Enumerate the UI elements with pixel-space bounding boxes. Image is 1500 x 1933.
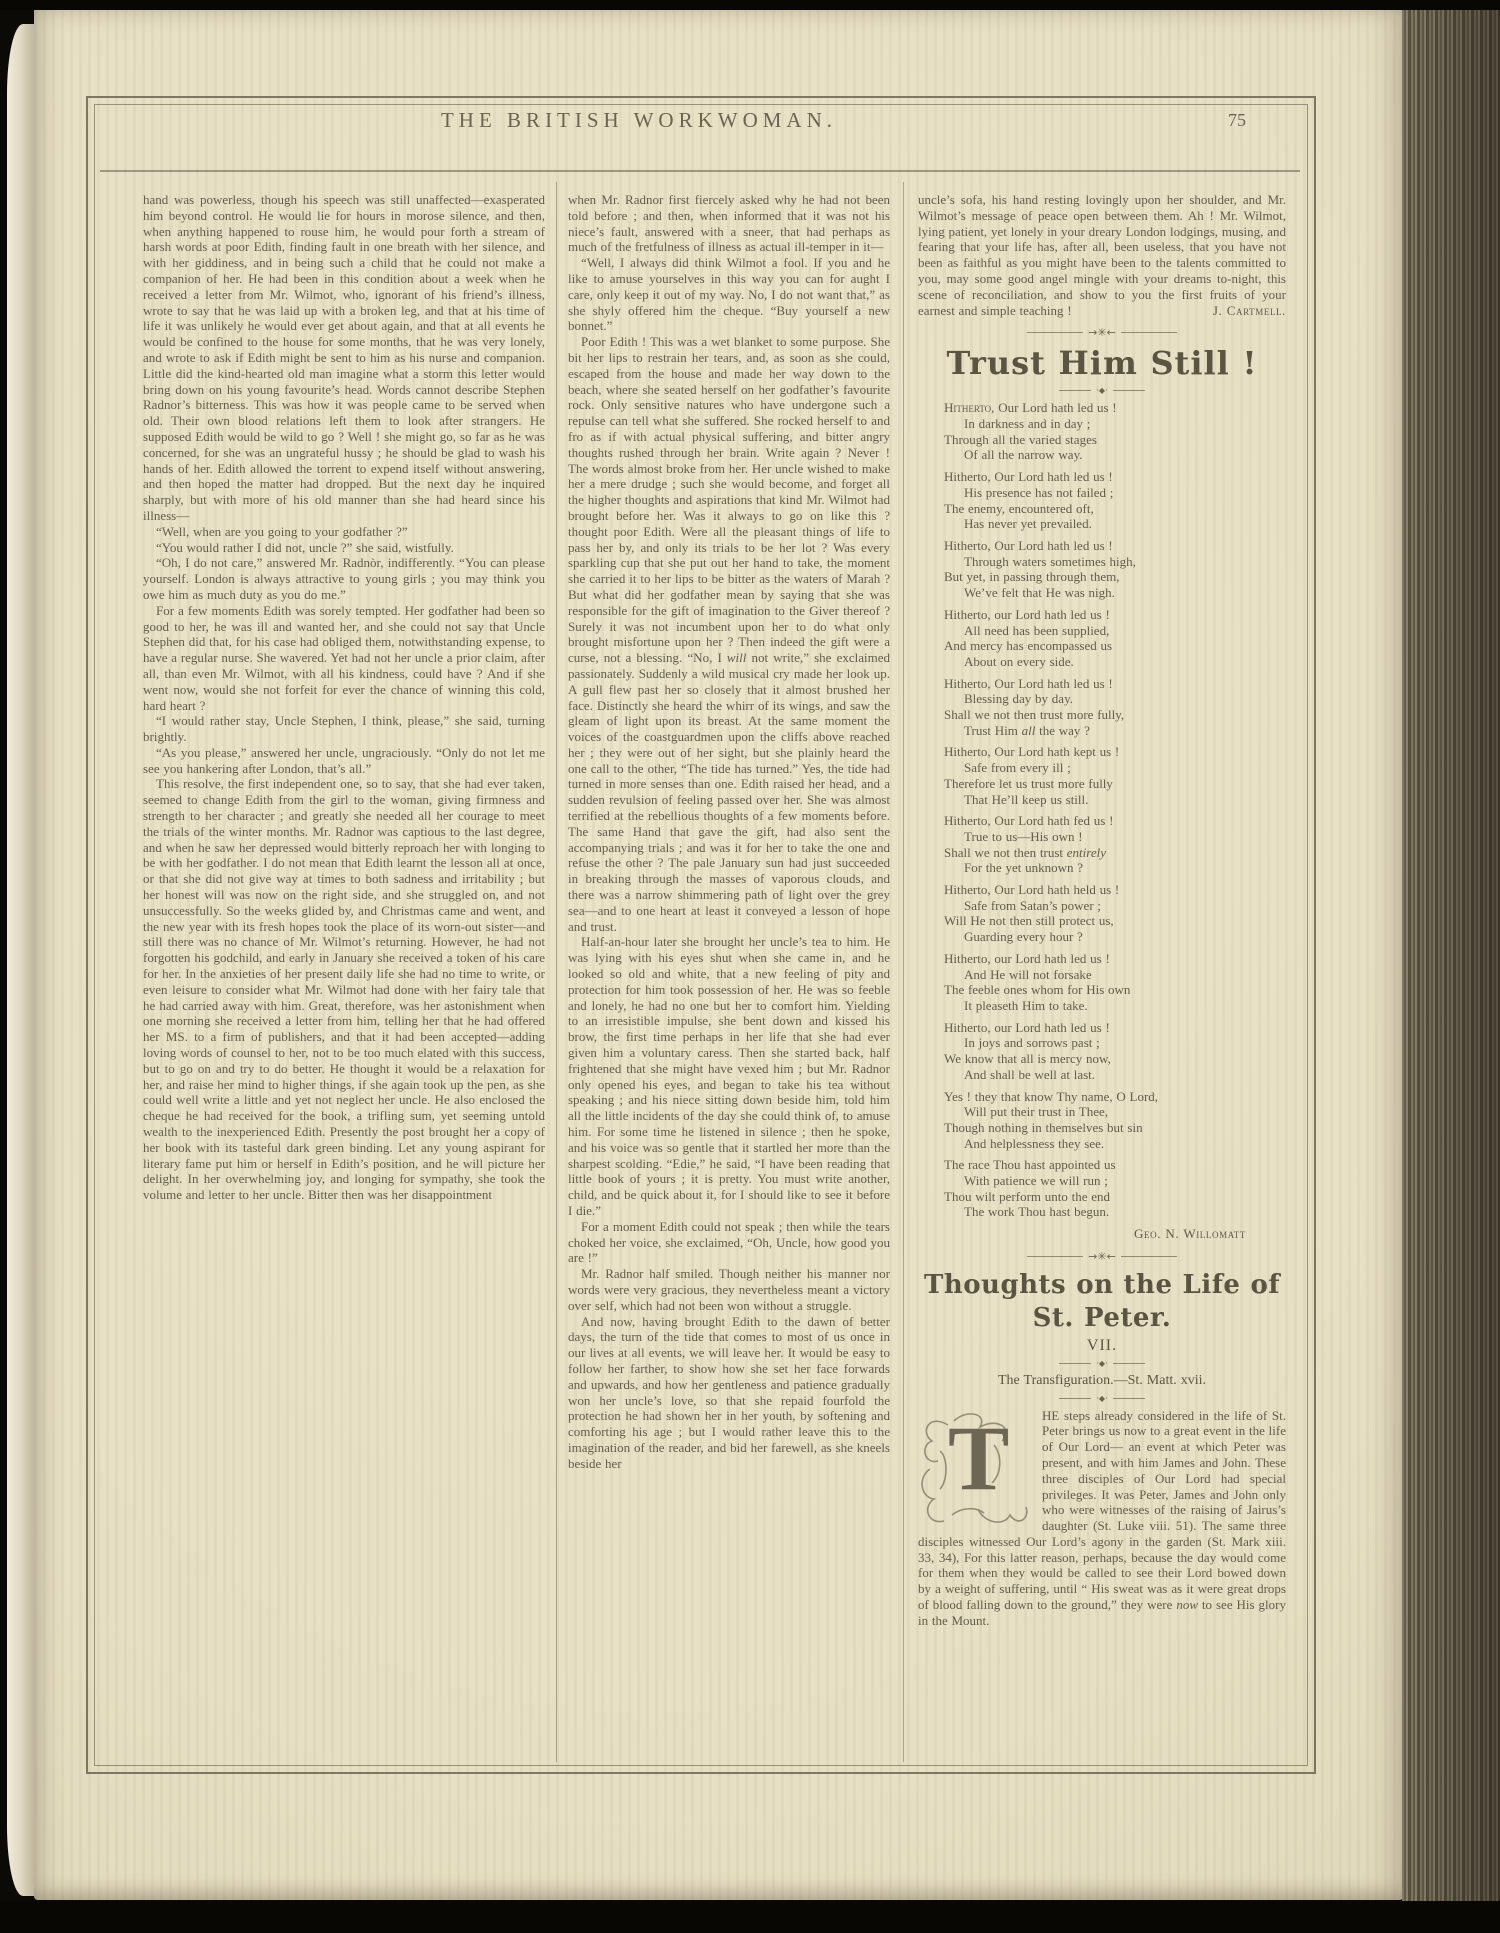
poem-line: And shall be well at last. [964,1066,1096,1082]
article-opening-paragraph [918,1408,1286,1629]
poem-line: But yet, in passing through them, [944,569,1120,585]
column-divider-right [903,182,904,1762]
story-column-middle [568,192,890,1472]
poem-stanza [944,607,1286,670]
poem-line: Has never yet prevailed. [964,516,1092,532]
poem-line: Hitherto, Our Lord hath led us ! [944,675,1113,691]
poem-line: And mercy has encompassed us [944,638,1113,654]
story-paragraph: hand was powerless, though his speech was still unaffected—exasperated him beyond control. He would lie for hours in morose silence, and then, when anything happened to rouse him, he would pour forth a stream of harsh words at poor Edith, finding fault in one breath with her silence, and with her giddiness, and in being such a child that he could not make a companion of her. He had been in this condition about a week when he received a letter from Mr. Wilmot, who, ignorant of his friend’s illness, wrote to say that he was laid up with a broken leg, and that at his time of life it was unlikely he would ever get about again, and that at all events he would be confined to the house for some months, that he was very lonely, and wrote to ask if Edith might be sent to him as his nurse and companion. Little did the kind-hearted old man imagine what a storm this letter would bring down on his young favourite’s head. Words cannot describe Stephen Radnor’s bitterness. This was how it was people came to be served when old. Their own blood relations left them to look after strangers. He supposed Edith would be wild to go ? Well ! she might go, so far as he was concerned, for she was an ungrateful hussy ; he should be glad to wash his hands of her. Edith allowed the torrent to expend itself without answering, and then hoped the matter had dropped. But the next day he inquired sharply, but with more of his old manner than she had heard since his illness— [143,192,545,523]
poem-stanza [944,744,1286,807]
poem-line: For the yet unknown ? [964,860,1083,876]
divider-line [1059,1398,1091,1399]
article-opening-text: HE steps already considered in the life of St. Peter brings us now to a great event in the life of Our Lord— an event at which Peter was present, and with him James and John. These three disciples of Our Lord had special privileges. It was Peter, James and John only who were witnesses of the raising of Jairus’s daughter (St. Luke viii. 51). The same three disciples witnessed Our Lord’s agony in the garden (St. Mark xiii. 33, 34), For this latter reason, perhaps, because the day would come for them when they would be called to see their Lord bowed down by a weight of suffering, until “ His sweat was as it were great drops of blood falling down to the ground,” they were now to see His glory in the Mount. [918,1407,1286,1628]
story-author-byline: J. Cartmell. [1212,302,1286,318]
right-column [918,192,1286,1629]
article-body [918,1408,1286,1629]
poem-line: We know that all is mercy now, [944,1051,1111,1067]
poem-line: We’ve felt that He was nigh. [964,585,1115,601]
poem-line: The race Thou hast appointed us [944,1157,1116,1173]
poem-stanza [944,1157,1286,1220]
poem-line: Hitherto, Our Lord hath led us ! [944,538,1113,553]
divider-line [1059,1363,1091,1364]
poem-line: Yes ! they that know Thy name, O Lord, [944,1088,1159,1104]
divider-line [1121,332,1177,333]
divider-diamond-icon: ·◆· [1096,1358,1108,1368]
poem-line: That He’ll keep us still. [964,791,1089,807]
story-paragraph: For a few moments Edith was sorely tempted. Her godfather had been so good to her, he was ill and wanted her, and she could not say that Uncle Stephen did that, for his case had obliged them, notwithstanding expense, to have a regular nurse. She wavered. Yet had not her uncle a prior claim, after all, than even Mr. Wilmot, with all his kindness, could have ? And if she went now, would she not forfeit for ever the chance of winning this cold, hard heart ? [143,602,545,713]
book-page-stack-right [1402,0,1500,1933]
poem-line: Trust Him all the way ? [964,722,1090,738]
poem-line: Thou wilt perform unto the end [944,1188,1111,1204]
poem-line: The enemy, encountered oft, [944,500,1094,516]
story-paragraph: “I would rather stay, Uncle Stephen, I think, please,” she said, turning brightly. [143,713,545,745]
story-paragraph: Poor Edith ! This was a wet blanket to some purpose. She bit her lips to restrain her tears, and, as soon as she could, escaped from the house and made her way down to the beach, where she seated herself on her godfather’s favourite rock. Only sensitive natures who have undergone such a repulse can tell what she suffered. She rocked herself to and fro as if with actual physical suffering, and bitter angry thoughts rushed through her brain. Write again ? Never ! The words almost broke from her. Her uncle wished to make her a mere drudge ; such she would become, and forget all the higher thoughts and aspirations that kind Mr. Wilmot had brought before her. Was it always to go on like this ? thought poor Edith. Were all the pleasant things of life to pass her by, and only its trials to be her lot ? Was every sparkling cup that she put out her hand to take, the moment she carried it to her lips to be bitter as the waters of Marah ? But what did her godfather mean by saying that she was responsible for the gift of imagination to the Giver thereof ? Surely it was not incumbent upon her to do what only brought misfortune upon her ? Then indeed the gift were a curse, not a blessing. “No, I will not write,” she exclaimed passionately. Suddenly a wild musical cry made her look up. A gull flew past her so closely that it almost brushed her face. Distinctly she heard the whirr of its wings, and saw the gleam of light upon its breast. At the same moment the voices of the coastguardmen upon the cliffs above reached her ; they were out of her sight, but she plainly heard the one call to the other, “The tide has turned.” Yes, the tide had turned in more senses than one. Edith raised her head, and a sudden revulsion of feeling passed over her. She was almost terrified at the rebellious thoughts of a few moments before. The same Hand that gave the gift, had also sent the accompanying trials ; and was it for her to take the one and refuse the other ? The pale January sun had just succeeded in breaking through the masses of vaporous clouds, and there was a narrow shimmering path of light over the grey sea—and to one heart at least it conveyed a lesson of hope and trust. [568,334,890,934]
masthead-rule [100,170,1300,172]
poem-line: Hitherto, our Lord hath led us ! [944,1019,1110,1035]
divider-asterisk-icon: →✳← [1088,326,1116,340]
poem-line: Hitherto, Our Lord hath kept us ! [944,744,1120,760]
divider-line [1113,1363,1145,1364]
poem-line: And He will not forsake [964,966,1092,982]
poem-stanza [944,1020,1286,1083]
poem-author-signature: Geo. N. Willomatt [1134,1226,1246,1242]
poem-line: His presence has not failed ; [964,484,1114,500]
poem-line: Of all the narrow way. [964,447,1083,463]
poem-line: In joys and sorrows past ; [964,1035,1100,1051]
story-paragraph: “Oh, I do not care,” answered Mr. Radnòr, indifferently. “You can please yourself. London is always attractive to young girls ; you may think you owe him as much duty as you do me.” [143,555,545,602]
story-conclusion [918,192,1286,318]
poem-line: Safe from Satan’s power ; [964,897,1102,913]
poem-line: True to us—His own ! [964,828,1083,844]
poem-line: Though nothing in themselves but sin [944,1119,1143,1135]
poem-line: Therefore let us trust more fully [944,775,1113,791]
poem-line: About on every side. [964,653,1074,669]
poem-line: It pleaseth Him to take. [964,997,1088,1013]
poem-line: And helplessness they see. [964,1135,1105,1151]
divider-line [1059,390,1091,391]
publication-title: THE BRITISH WORKWOMAN. [440,108,837,132]
poem-line: Shall we not then trust entirely [944,844,1106,860]
poem-line: Hitherto, Our Lord hath held us ! [944,882,1120,898]
poem-stanza [944,882,1286,945]
story-paragraph: “Well, when are you going to your godfather ?” [156,523,408,539]
story-paragraph: Half-an-hour later she brought her uncle’s tea to him. He was lying with his eyes shut when she came in, and he looked so old and white, that a new feeling of pity and protection for him took possession of her. He was so feeble and lonely, he had no one but her to comfort him. Yielding to an irresistible impulse, she bent down and kissed his brow, the first time perhaps in her life that she had ever given him a voluntary caress. Then she started back, half frightened that she might have vexed him ; but Mr. Radnor only opened his eyes, and began to take his tea without speaking ; and his niece sitting down beside him, told him all the little incidents of the day she could think of, to amuse him. For some time he listened in silence ; then he spoke, and his voice was so gentle that it startled her more than the sharpest scolding. “Edie,” he said, “I have been reading that little book of yours ; it is pretty. You must write another, child, and be quick about it, for I should like to see it before I die.” [568,934,890,1218]
poem-line: Through all the varied stages [944,431,1097,447]
poem-line: Shall we not then trust more fully, [944,707,1125,723]
poem-line: With patience we will run ; [964,1173,1108,1189]
section-divider-ornament [918,1358,1286,1369]
poem-line: Will He not then still protect us, [944,913,1114,929]
poem-line: Will put their trust in Thee, [964,1104,1108,1120]
section-divider-ornament [918,385,1286,396]
divider-line [1113,390,1145,391]
story-column-left [143,192,545,1203]
article-title [918,1269,1286,1335]
page-number: 75 [1228,110,1246,130]
poem-body [918,400,1286,1220]
poem-stanza [944,469,1286,532]
poem-line: Hitherto, Our Lord hath led us ! [944,400,1117,416]
story-paragraph: when Mr. Radnor first fiercely asked why he had not been told before ; and then, when informed that it was not his niece’s fault, answered with a sneer, that had perhaps as much of the fretfulness of illness as actual ill-temper in it— [568,192,890,255]
article-title-line2: St. Peter. [1032,1302,1172,1333]
divider-line [1113,1398,1145,1399]
poem-line: Hitherto, our Lord hath led us ! [944,606,1110,622]
divider-diamond-icon: ·◆· [1096,386,1108,396]
poem-line: Guarding every hour ? [964,929,1083,945]
story-paragraph: For a moment Edith could not speak ; then while the tears choked her voice, she exclaimed, “Oh, Uncle, how good you are !” [568,1218,890,1266]
poem-line: The work Thou hast begun. [964,1204,1110,1220]
story-paragraph: This resolve, the first independent one, so to say, that she had ever taken, seemed to change Edith from the girl to the woman, giving firmness and strength to her character ; and greatly she needed all her courage to meet the trials of the winter months. Mr. Radnor was captious to the last degree, and when he saw her depressed would bitterly reproach her with longing to be with her godfather. I do not mean that Edith learnt the lesson all at once, or that she did not give way at times to both sadness and irritability ; but her honest will was now on the right side, and she struggled on, and not unsuccessfully. So the weeks glided by, and Christmas came and went, and the new year with its fresh hopes took the place of its worn-out sister—and still there was no chance of Mr. Wilmot’s returning. However, he had not forgotten his godchild, and early in January she received a token of his care for her. In the anxieties of her present daily life she had no time to write, or even leisure to consider what Mr. Wilmot had done with her fairy tale that he had carried away with him. Great, therefore, was her astonishment when one morning she received a letter from him, telling her that he had offered her MS. to a firm of publishers, and that it had been accepted—adding loving words of counsel to her, not to be too much elated with this success, but to go on and try to do better. He thought it would be a relaxation for her, and raise her mind to higher things, if she again took up the pen, as she could well write a little and yet not neglect her uncle. He also enclosed the cheque he had received for the book, a trifling sum, yet seeming untold wealth to the inexperienced Edith. Presently the post brought her a copy of her book with its tasteful dark green binding. Let any young aspirant for literary fame put him or herself in Edith’s position, and he will picture her delight. In her overwhelming joy, and longing for sympathy, she took the volume and letter to her uncle. Bitter then was her disappointment [143,776,545,1203]
story-paragraph: “You would rather I did not, uncle ?” she said, wistfully. [156,539,454,555]
scan-bottom-border [0,1901,1500,1933]
poem-line: In darkness and in day ; [964,416,1091,432]
divider-diamond-icon: ·◆· [1096,1393,1108,1403]
article-subtitle: The Transfiguration.—St. Matt. xvii. [998,1372,1206,1388]
poem-line: Through waters sometimes high, [964,553,1136,569]
story-paragraph: uncle’s sofa, his hand resting lovingly upon her shoulder, and Mr. Wilmot’s message of peace open between them. Ah ! Mr. Wilmot, lying patient, yet lonely in your dreary London lodgings, musing, and fearing that your life has, after all, been useless, that you have not been as faithful as you might have been to the talents committed to you, may some good angel mingle with your dreams to-night, this scene of reconciliation, and show to you the first fruits of your earnest and simple teaching ! [918,192,1286,318]
poem-stanza [944,676,1286,739]
divider-line [1027,1256,1083,1257]
poem-line: All need has been supplied, [964,622,1110,638]
poem-stanza [944,400,1286,463]
poem-line: Hitherto, Our Lord hath fed us ! [944,813,1114,829]
poem-stanza [944,1089,1286,1152]
section-divider-ornament [918,1251,1286,1262]
scan-top-border [0,0,1500,10]
column-divider-left [556,182,557,1762]
poem-stanza [944,538,1286,601]
poem-line: Hitherto, Our Lord hath led us ! [944,469,1113,485]
article-part-number: VII. [1086,1336,1118,1354]
divider-line [1121,1256,1177,1257]
story-paragraph: “Well, I always did think Wilmot a fool. If you and he like to amuse yourselves in this way you can for aught I care, only keep it out of my way. No, I do not want that,” as she shyly offered him the cheque. “Buy yourself a new bonnet.” [568,255,890,334]
story-paragraph: “As you please,” answered her uncle, ungraciously. “Only do not let me see you hankering after London, that’s all.” [143,744,545,776]
story-paragraph: And now, having brought Edith to the dawn of better days, the turn of the tide that comes to most of us once in our lives at all events, we will leave her. It would be easy to follow her farther, to show how she set her face forwards and upwards, and how her gentleness and patience gradually won her uncle’s love, so that she repaid fourfold the protection he had shown her in her youth, by softening and comforting his age ; but I would rather leave this to the imagination of the reader, and bid her farewell, as she kneels beside her [568,1313,890,1471]
divider-line [1027,332,1083,333]
poem-title: Trust Him Still ! [946,344,1258,383]
divider-asterisk-icon: →✳← [1088,1249,1116,1263]
story-paragraph: Mr. Radnor half smiled. Though neither his manner nor words were very gracious, they nevertheless meant a victory over self, which had not been won without a struggle. [568,1266,890,1313]
ornate-initial-T: T [918,1411,1034,1531]
poem-stanza [944,951,1286,1014]
poem-line: Blessing day by day. [964,691,1073,707]
poem-line: Hitherto, our Lord hath led us ! [944,950,1110,966]
section-divider-ornament [918,327,1286,338]
article-title-line1: Thoughts on the Life of [923,1269,1281,1300]
poem-line: Safe from every ill ; [964,760,1071,776]
poem-stanza [944,813,1286,876]
poem-line: The feeble ones whom for His own [944,982,1131,998]
